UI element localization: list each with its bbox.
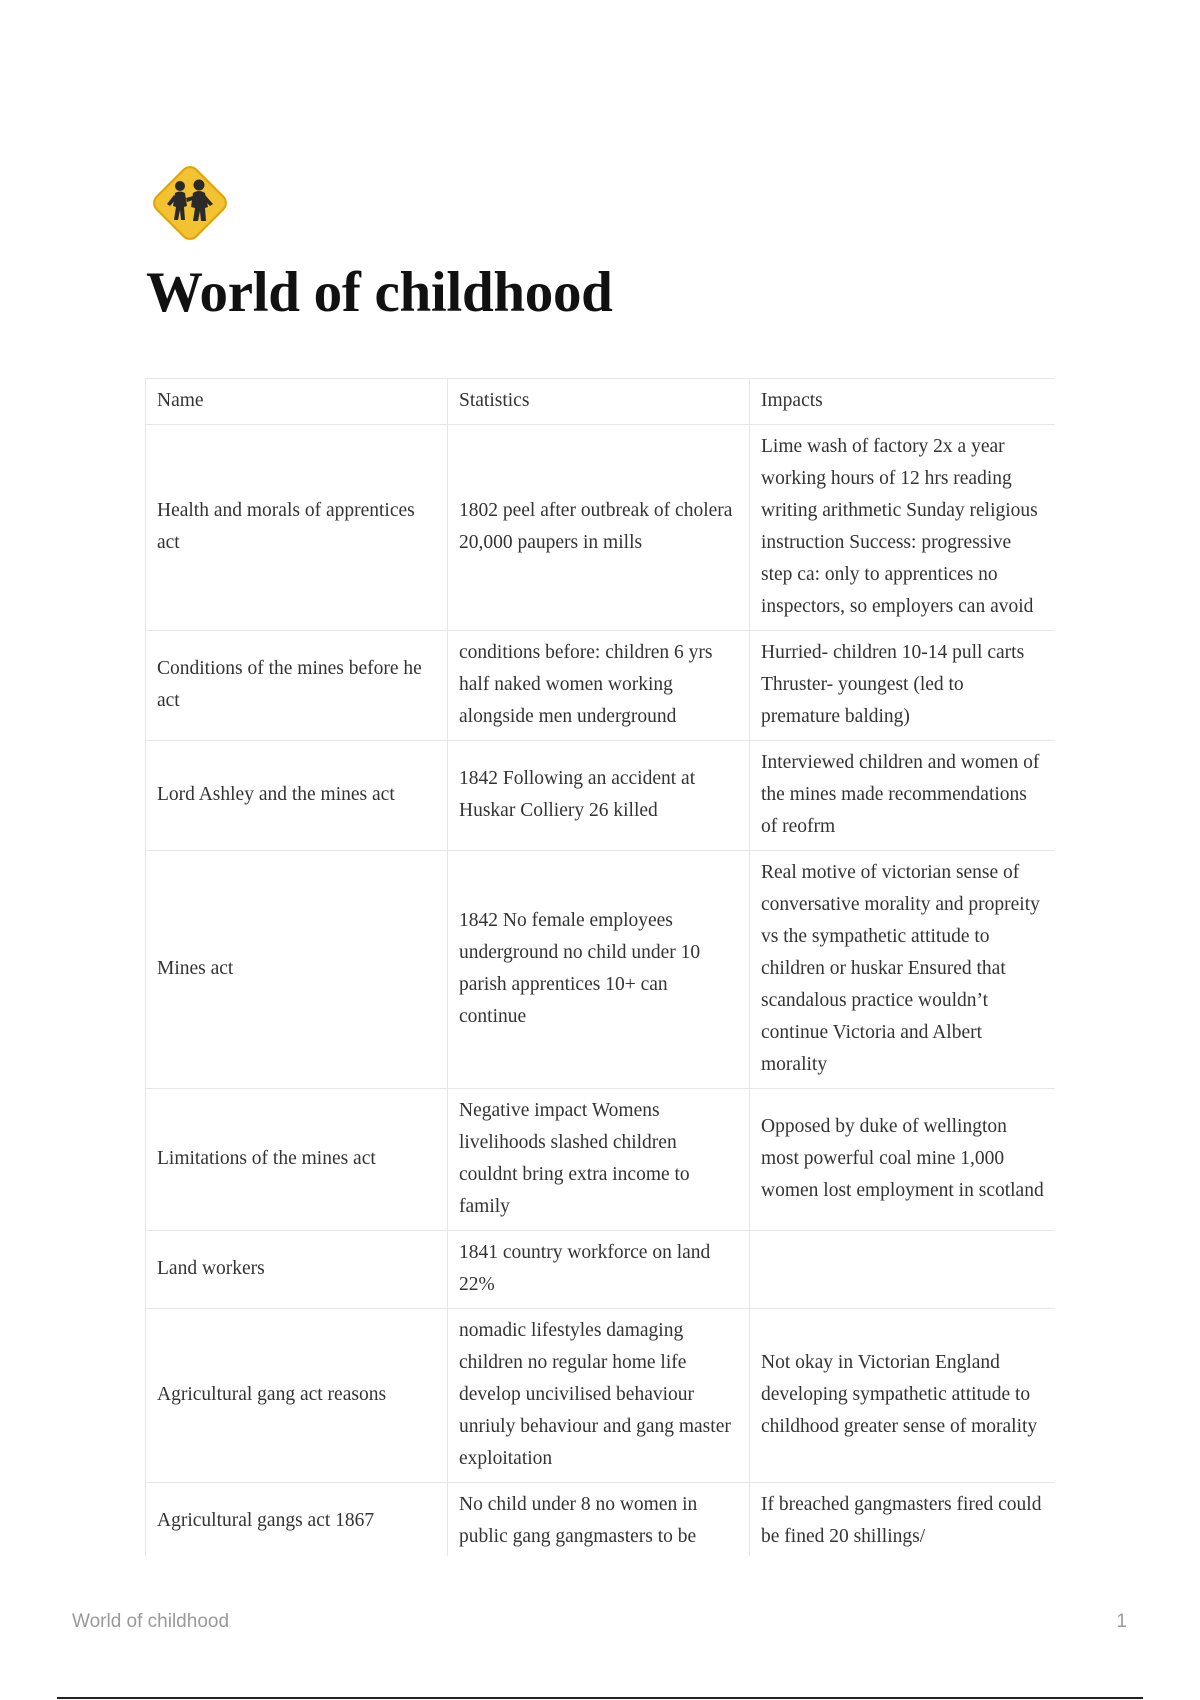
- page-number: 1: [1116, 1611, 1127, 1632]
- table-row: [146, 425, 1056, 631]
- row-name-cell: Land workers: [146, 1231, 448, 1309]
- row-impacts-cell: Hurried- children 10-14 pull carts Thruster- youngest (led to premature balding): [750, 631, 1056, 741]
- row-name-cell: Lord Ashley and the mines act: [146, 741, 448, 851]
- content-table-container: [145, 378, 1055, 1556]
- table-row: [146, 741, 1056, 851]
- table-row: [146, 1309, 1056, 1483]
- column-header-statistics: Statistics: [448, 379, 750, 425]
- table-row: [146, 1483, 1056, 1557]
- row-statistics-cell: conditions before: children 6 yrs half naked women working alongside men underground: [448, 631, 750, 741]
- table-row: [146, 851, 1056, 1089]
- table-row: [146, 631, 1056, 741]
- row-impacts-cell: [750, 1231, 1056, 1309]
- row-name-cell: Health and morals of apprentices act: [146, 425, 448, 631]
- page-title: World of childhood: [146, 261, 613, 324]
- row-statistics-cell: Negative impact Womens livelihoods slashed children couldnt bring extra income to family: [448, 1089, 750, 1231]
- row-statistics-cell: 1842 Following an accident at Huskar Colliery 26 killed: [448, 741, 750, 851]
- row-statistics-cell: No child under 8 no women in public gang gangmasters to be: [448, 1483, 750, 1557]
- column-header-impacts: Impacts: [750, 379, 1056, 425]
- row-impacts-cell: Lime wash of factory 2x a year working hours of 12 hrs reading writing arithmetic Sunday religious instruction Success: progressive step ca: only to apprentices no inspectors, so employers can avoid: [750, 425, 1056, 631]
- row-impacts-cell: Real motive of victorian sense of conversative morality and propreity vs the sympathetic attitude to children or huskar Ensured that scandalous practice wouldn’t continue Victoria and Albert morality: [750, 851, 1056, 1089]
- row-statistics-cell: 1802 peel after outbreak of cholera 20,000 paupers in mills: [448, 425, 750, 631]
- row-name-cell: Limitations of the mines act: [146, 1089, 448, 1231]
- table-row: [146, 1089, 1056, 1231]
- row-name-cell: Agricultural gang act reasons: [146, 1309, 448, 1483]
- row-impacts-cell: If breached gangmasters fired could be fined 20 shillings/: [750, 1483, 1056, 1557]
- row-impacts-cell: Interviewed children and women of the mines made recommendations of reofrm: [750, 741, 1056, 851]
- row-statistics-cell: nomadic lifestyles damaging children no regular home life develop uncivilised behaviour unriuly behaviour and gang master exploitation: [448, 1309, 750, 1483]
- row-statistics-cell: 1842 No female employees underground no child under 10 parish apprentices 10+ can continue: [448, 851, 750, 1089]
- row-name-cell: Conditions of the mines before he act: [146, 631, 448, 741]
- footer-divider: [57, 1697, 1143, 1699]
- row-name-cell: Mines act: [146, 851, 448, 1089]
- row-impacts-cell: Not okay in Victorian England developing sympathetic attitude to childhood greater sense of morality: [750, 1309, 1056, 1483]
- content-table: [145, 378, 1055, 1556]
- footer-title: World of childhood: [72, 1611, 230, 1632]
- row-name-cell: Agricultural gangs act 1867: [146, 1483, 448, 1557]
- column-header-name: Name: [146, 379, 448, 425]
- row-statistics-cell: 1841 country workforce on land 22%: [448, 1231, 750, 1309]
- row-impacts-cell: Opposed by duke of wellington most powerful coal mine 1,000 women lost employment in scotland: [750, 1089, 1056, 1231]
- table-row: [146, 1231, 1056, 1309]
- children-crossing-icon: [145, 158, 235, 248]
- table-header-row: [146, 379, 1056, 425]
